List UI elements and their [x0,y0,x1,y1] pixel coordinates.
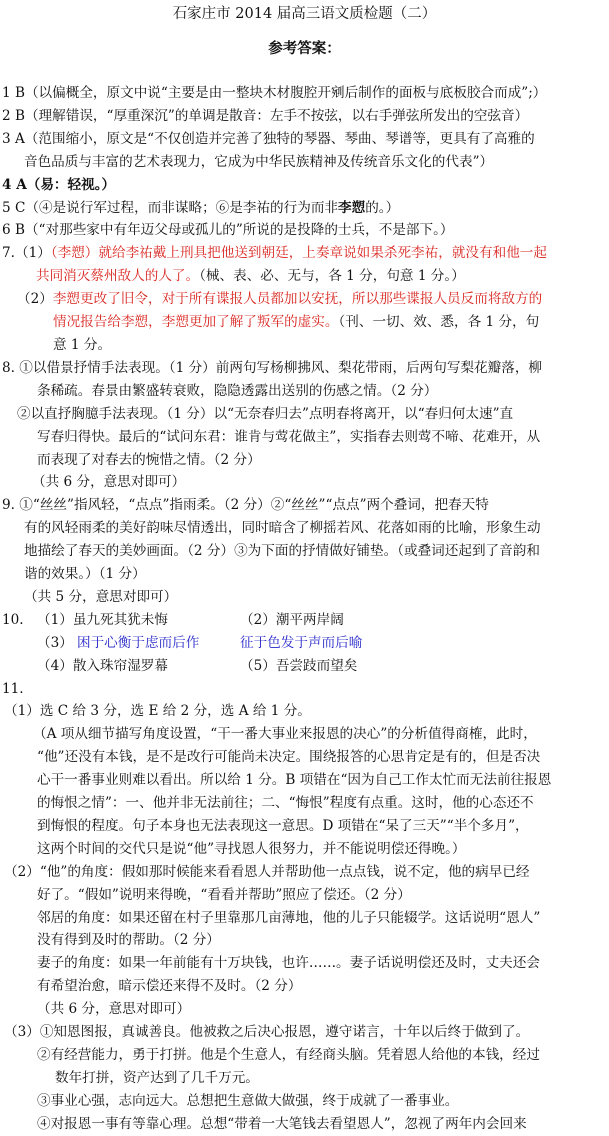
answer-q7-2-scoring-end: 意 1 分。 [53,336,112,353]
answer-q10-label: 10. [2,611,24,628]
answer-body [0,82,609,1136]
answer-q9-line: 地描绘了春天的美妙画面。（2 分）③为下面的抒情做好铺垫。（或叠词还起到了音韵和 [24,543,540,560]
answer-q8-note: （共 6 分，意思对即可） [32,474,186,491]
answer-q11-1-line: 这两个时间的交代只是说“他”寻找恩人很努力，并不能说明偿还得晚。） [37,840,466,857]
answer-q2: 2 B（理解错误，“厚重深沉”的单调是散音：左手不按弦，以右手弹弦所发出的空弦音） [2,107,529,124]
answer-q11-3-line: ④对报恩一事有等靠心理。总想“带着一大笔钱去看望恩人”，忽视了两年内会回来 [37,1115,527,1132]
answer-q9-note: （共 5 分，意思对即可） [24,588,178,605]
answer-q9-line: 9. ①“丝丝”指风轻，“点点”指雨柔。（2 分）②“丝丝”“点点”两个叠词，把春天特 [2,497,489,514]
answer-q11-2-line: 没有得到及时的帮助。（2 分） [37,932,220,949]
answer-q5-end: 的。） [365,199,400,216]
answer-q5-name: 李愬 [338,199,366,216]
answer-q11-1-line: “他”还没有本钱，是不是改行可能尚未决定。围绕报答的心思肯定是有的，但是否决 [37,749,541,766]
answer-q7-2-cont [0,311,609,334]
answer-q11-1-line: 心干一番事业则难以看出。所以给 1 分。B 项错在“因为自己工作太忙而无法前往报恩 [37,772,552,789]
answer-q7-1-translation: 共同消灭蔡州敌人的人了。 [36,268,200,285]
answer-q11-3-line: ③事业心强，志向远大。总想把生意做大做强，终于成就了一番事业。 [37,1092,459,1109]
answer-q11-3-line: 数年打拼，资产达到了几千万元。 [55,1069,259,1086]
answer-q11-2-line: 有希望治愈，暗示偿还来得不及时。（2 分） [37,978,302,995]
answer-q10-item: （1）虽九死其犹未悔 [37,611,168,628]
answer-q11-1-line: （A 项从细节描写角度设置，“干一番大事业来报恩的决心”的分析值得商榷，此时， [33,726,537,743]
answer-q1: 1 B（以偏概全，原文中说“主要是由一整块木材腹腔开剜后制作的面板与底板胶合而成”;） [2,85,547,101]
answer-q7-2 [0,288,609,311]
answer-q10-item: 征于色发于声而后喻 [240,634,363,651]
answer-q11-3-line: ②有经营能力，勇于打拼。他是个生意人，有经商头脑。凭着恩人给他的本钱，经过 [37,1047,540,1064]
page-title: 石家庄市 2014 届高三语文质检题（二） [172,6,437,22]
answer-q8-line: 条稀疏。春景由繁盛转衰败，隐隐透露出送别的伤感之情。（2 分） [37,382,438,399]
answer-q9-line: 有的风轻雨柔的美好韵味尽情透出，同时暗含了柳摇若风、花落如雨的比喻，形象生动 [24,520,541,537]
answer-q11-2-line: 妻子的角度：如果一年前能有十万块钱，也许……。妻子话说明偿还及时，丈夫还会 [37,955,540,972]
answer-q7-2-translation: 情况报告给李愬，李愬更加了解了叛军的虚实。 [53,314,339,331]
answer-q11-2-line: （2）“他”的角度：假如那时候能来看看恩人并帮助他一点点钱，说不定，他的病早已经 [4,863,530,880]
answer-q10-item: 困于心衡于虑而后作 [77,634,200,651]
answer-q3-line: 3 A（范围缩小，原文是“不仅创造并完善了独特的琴器、琴曲、琴谱等，更具有了高雅的 [2,130,535,147]
answer-q3-line: 音色品质与丰富的艺术表现力，它成为中华民族精神及传统音乐文化的代表”） [24,153,494,170]
answer-q9-line: 谐的效果。）（1 分） [24,566,146,583]
answer-q11-3-line: （3）①知恩图报，真诚善良。他被救之后决心报恩，遵守诺言，十年以后终于做到了。 [4,1024,530,1041]
answer-q11-2-note: （共 6 分，意思对即可） [37,1001,191,1018]
answer-q8-line: 8. ①以借景抒情手法表现。（1 分）前两句写杨柳拂风、梨花带雨，后两句写梨花瓣落，柳 [2,359,543,376]
page-subtitle: 参考答案： [268,40,341,57]
answer-q10-row [0,655,609,678]
answer-q5 [0,197,609,220]
answer-q7-2-translation: 李愬更改了旧令，对于所有谍报人员都加以安抚，所以那些谍报人员反而将敌方的 [52,291,543,308]
answer-q8-line: 而表现了对春去的惋惜之情。（2 分） [37,451,261,468]
answer-q7-1-cont [0,265,609,288]
answer-q10-item-number: （3） [37,634,73,651]
answer-q11-1-line: （1）选 C 给 3 分，选 E 给 2 分，选 A 给 1 分。 [4,703,311,720]
answer-q7-1-translation: （李愬）就给李祐戴上刑具把他送到朝廷，上奏章说如果杀死李祐，就没有和他一起 [50,245,547,262]
answer-q7-1-scoring: （械、表、必、无与，各 1 分，句意 1 分。） [199,268,465,285]
answer-q11-2-line: 好了。“假如”说明来得晚，“看看并帮助”照应了偿还。（2 分） [37,886,411,903]
answer-q10-row [0,632,609,655]
answer-q7-1 [0,242,609,265]
answer-q10-row [0,609,609,632]
answer-q7-2-scoring: （刊、一切、效、悉，各 1 分，句 [338,314,540,331]
answer-q11-1-line: 到悔恨的程度。句子本身也无法表现这一意思。D 项错在“呆了三天”“半个多月”， [37,817,529,834]
answer-q7-2-label: （2） [17,291,53,308]
answer-q6: 6 B（“对那些家中有年迈父母或孤儿的”所说的是投降的士兵，不是部下。） [2,222,454,239]
answer-q4: 4 A（易：轻视。） [2,176,116,193]
answer-q7-label: 7.（1） [2,245,51,262]
answer-q10-item: （4）散入珠帘湿罗幕 [37,657,168,674]
answer-q10-item: （5）吾尝跂而望矣 [240,657,358,674]
answer-q8-line: ②以直抒胸臆手法表现。（1 分）以“无奈春归去”点明春将离开，以“春归何太速”直 [17,405,514,422]
answer-q8-line: 写春归得快。最后的“试问东君：谁肯与莺花做主”，实指春去则莺不啼、花难开，从 [37,428,541,445]
answer-q10-item: （2）潮平两岸阔 [240,611,344,628]
answer-q11-label: 11. [2,680,24,697]
answer-q11-1-line: 的悔恨之情”：一、他并非无法前往；二、“悔恨”程度有点重。这时，他的心态还不 [37,795,534,812]
answer-q11-2-line: 邻居的角度：如果还留在村子里靠那几亩薄地，他的儿子只能辍学。这话说明“恩人” [37,909,541,926]
answer-q5-text: 5 C（④是说行军过程，而非谋略；⑥是李祐的行为而非 [2,199,339,216]
